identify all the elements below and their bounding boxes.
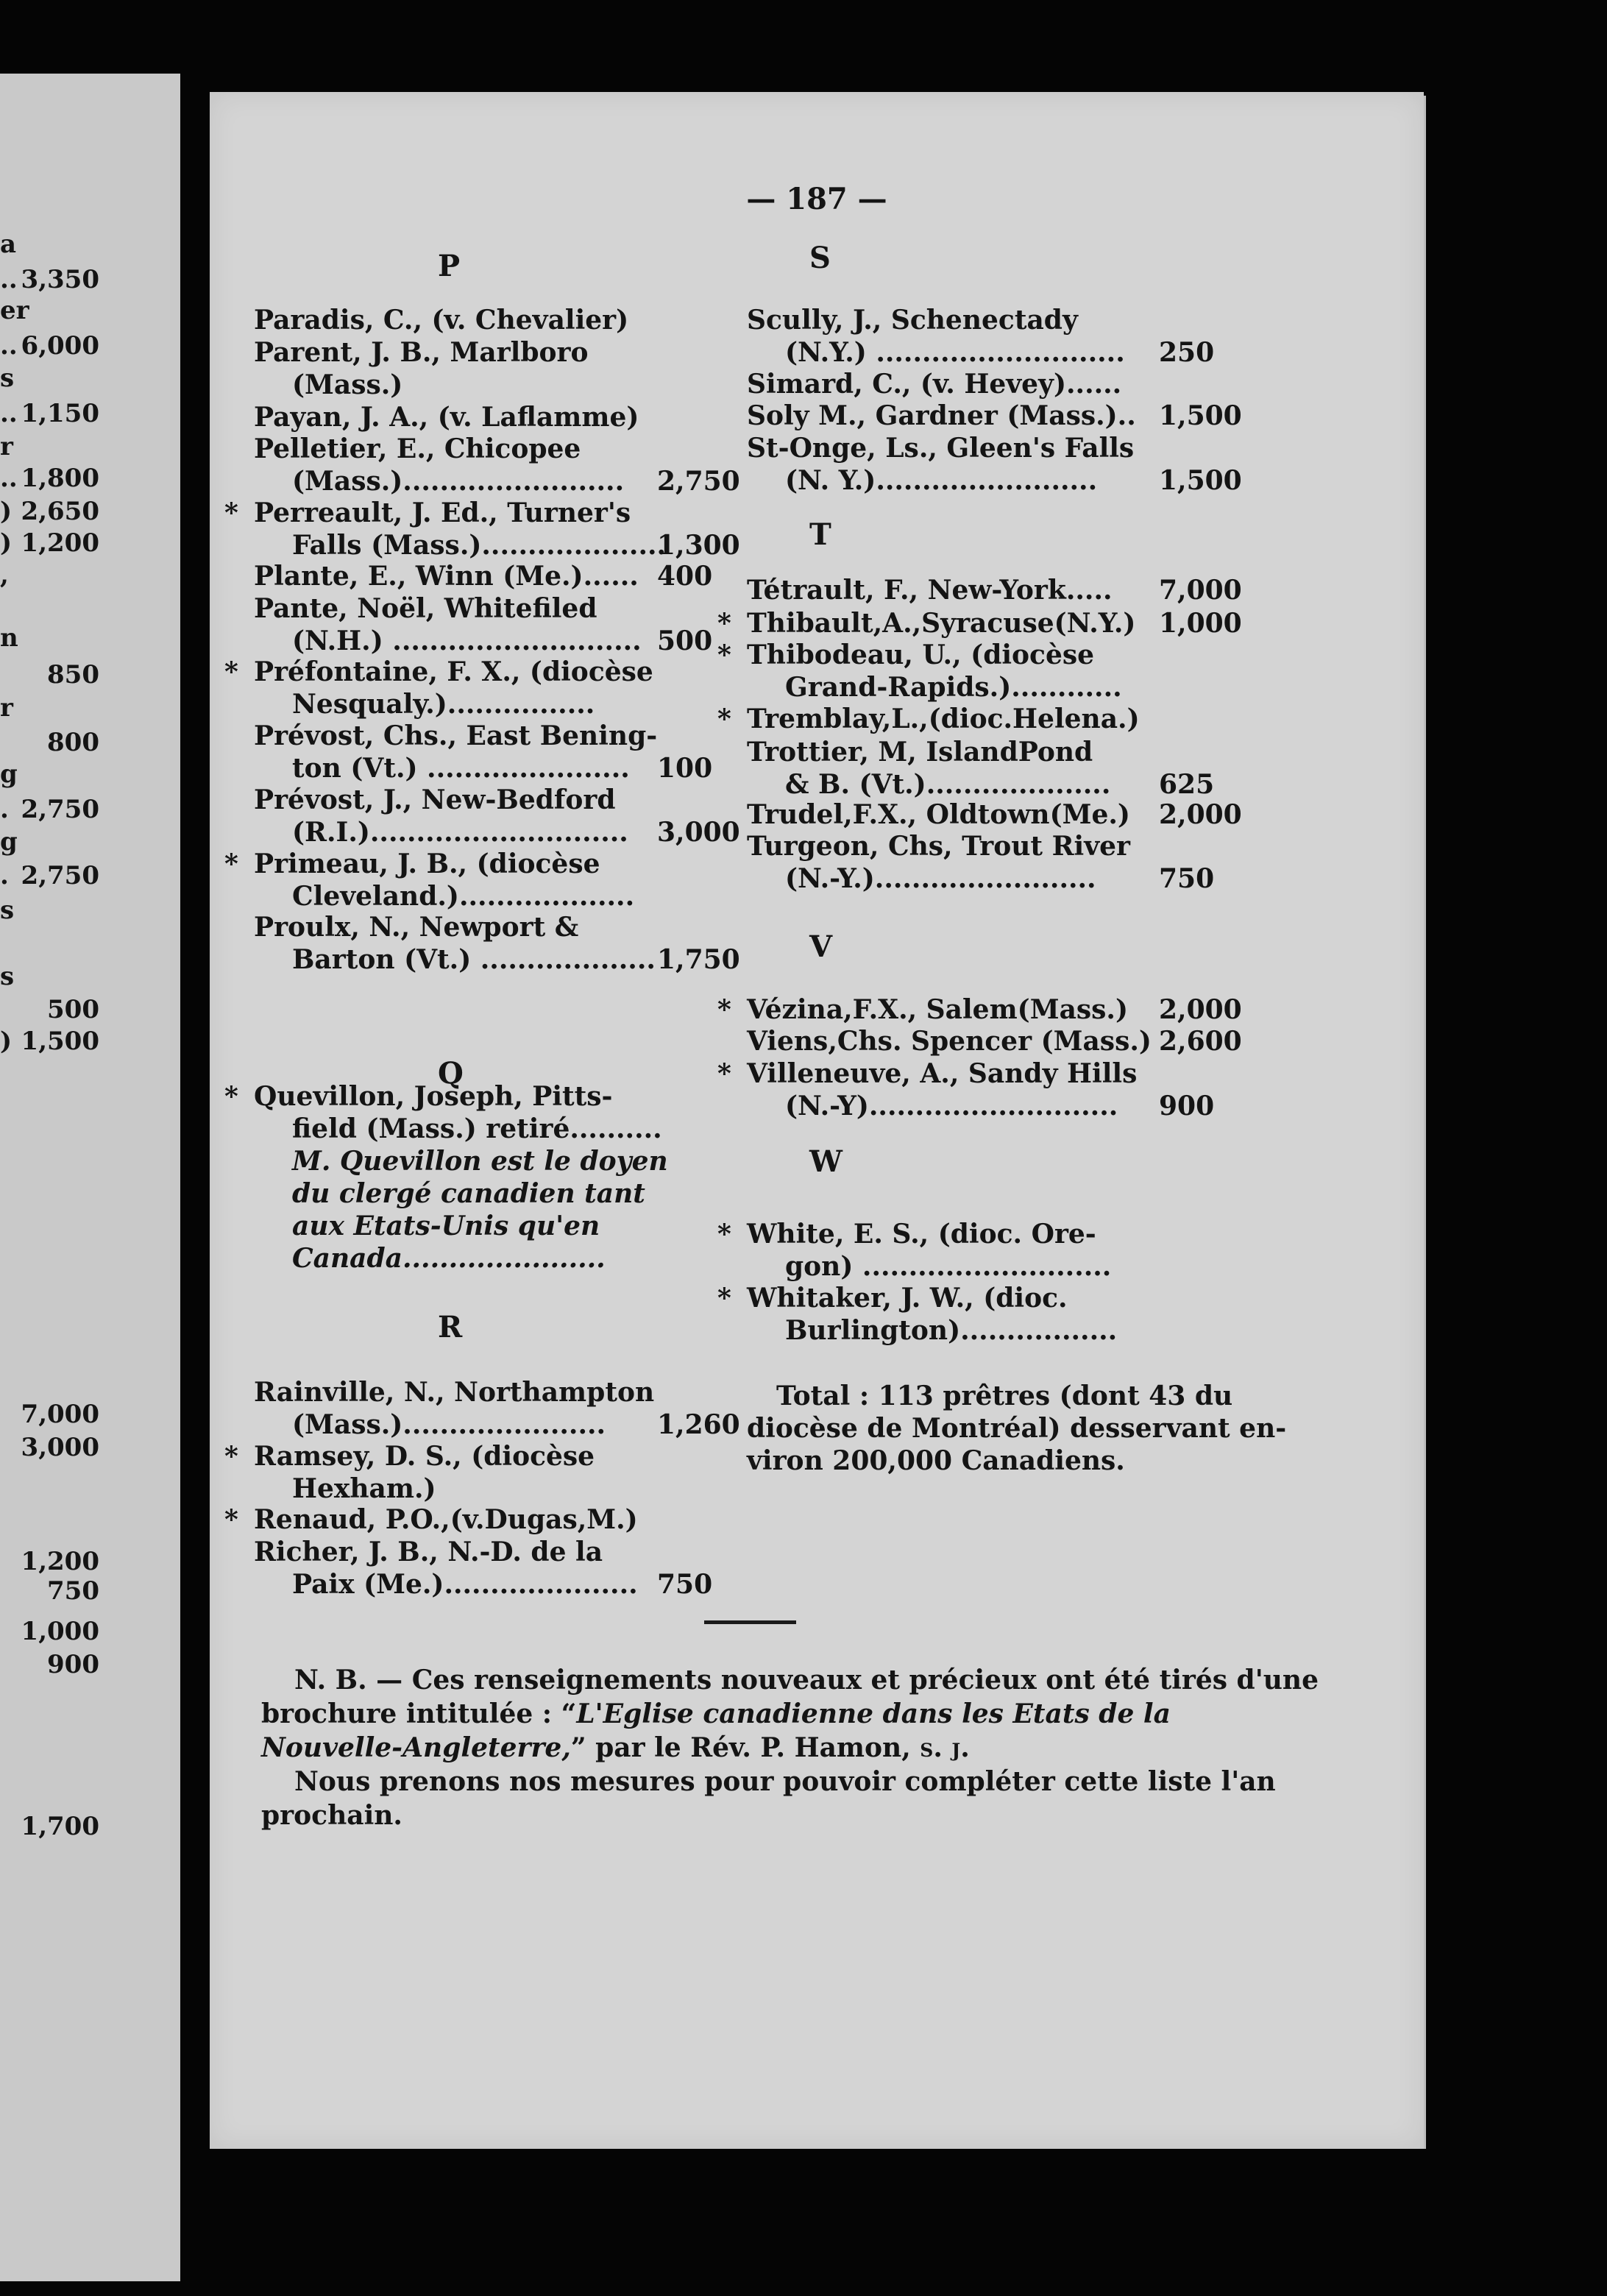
entry-line <box>254 592 784 625</box>
directory-entry <box>254 592 784 657</box>
directory-entry <box>254 911 784 976</box>
left-strip-mark: s <box>0 364 15 393</box>
total-line <box>747 1412 1287 1445</box>
directory-entry <box>254 560 784 592</box>
footnote <box>261 1663 1321 1832</box>
left-strip-line <box>0 397 180 430</box>
directory-entry <box>224 848 784 913</box>
left-strip-line <box>0 758 180 790</box>
entry-text: Barton (Vt.) ................... <box>292 944 656 975</box>
entry-note-text: du clergé canadien tant <box>292 1178 645 1209</box>
left-strip-number: 6,000 <box>21 331 99 361</box>
left-strip-number: 1,200 <box>21 528 99 558</box>
entry-line <box>254 1473 784 1505</box>
left-strip-line <box>0 1398 180 1431</box>
entry-line <box>717 993 1277 1026</box>
entry-text: field (Mass.) retiré.......... <box>292 1113 662 1144</box>
asterisk-mark: * <box>224 497 238 528</box>
entry-text: Villeneuve, A., Sandy Hills <box>747 1058 1138 1089</box>
entry-amount: 2,000 <box>1159 799 1242 830</box>
entry-note-text: Canada...................... <box>292 1243 606 1274</box>
entry-line <box>747 432 1277 464</box>
left-strip-mark: ) <box>0 497 13 526</box>
entry-line <box>224 848 784 880</box>
left-strip-mark: r <box>0 432 13 461</box>
entry-line <box>747 798 1277 831</box>
entry-text: Parent, J. B., Marlboro <box>254 337 589 368</box>
total-text: Total : 113 prêtres (dont 43 du <box>776 1381 1233 1411</box>
left-strip-mark: .. <box>0 399 18 428</box>
left-strip-mark: n <box>0 623 18 653</box>
entry-line <box>747 1090 1277 1122</box>
entry-text: (N.H.) ........................... <box>292 626 642 656</box>
left-strip-line <box>0 960 180 993</box>
directory-entry-quevillon <box>224 1080 784 1275</box>
entry-text: Vézina,F.X., Salem(Mass.) <box>747 994 1128 1025</box>
entry-text: (N.-Y)........................... <box>785 1091 1118 1122</box>
left-strip-line <box>0 294 180 327</box>
left-strip-line <box>0 1810 180 1843</box>
entry-text: St-Onge, Ls., Gleen's Falls <box>747 433 1135 464</box>
asterisk-mark: * <box>224 1081 238 1112</box>
left-strip-line <box>0 993 180 1026</box>
asterisk-mark: * <box>717 704 731 734</box>
left-strip-mark: s <box>0 896 15 925</box>
left-strip-line <box>0 1025 180 1057</box>
left-strip-number: 1,000 <box>21 1617 99 1646</box>
asterisk-mark: * <box>717 1283 731 1314</box>
left-strip-line <box>0 330 180 362</box>
entry-line <box>747 830 1277 862</box>
entry-line <box>254 1536 784 1568</box>
section-letter-w: W <box>809 1144 842 1179</box>
entry-text: Simard, C., (v. Hevey)...... <box>747 369 1122 400</box>
left-strip-number: 750 <box>47 1576 99 1606</box>
entry-text: Nesqualy.)................ <box>292 689 595 720</box>
entry-text: Soly M., Gardner (Mass.).. <box>747 400 1136 431</box>
entry-line <box>254 304 784 336</box>
entry-text: Plante, E., Winn (Me.)...... <box>254 561 639 592</box>
entry-text: Préfontaine, F. X., (diocèse <box>254 656 653 687</box>
directory-entry <box>254 401 784 433</box>
directory-entry <box>224 1440 784 1505</box>
entry-line <box>254 880 784 913</box>
left-strip-line <box>0 826 180 858</box>
left-strip-line <box>0 559 180 592</box>
directory-entry <box>254 433 784 497</box>
entry-text: Renaud, P.O.,(v.Dugas,M.) <box>254 1504 638 1535</box>
entry-note-text: M. Quevillon est le doyen <box>292 1146 668 1177</box>
directory-entry <box>747 736 1277 801</box>
left-strip-mark: . <box>0 795 9 824</box>
left-strip-mark: , <box>0 561 9 590</box>
entry-text: Pelletier, E., Chicopee <box>254 433 581 464</box>
entry-text: (N. Y.)........................ <box>785 465 1098 496</box>
asterisk-mark: * <box>717 994 731 1025</box>
entry-line <box>747 1314 1277 1347</box>
total-line <box>747 1380 1247 1412</box>
entry-line <box>747 736 1277 768</box>
entry-amount: 2,750 <box>657 466 740 497</box>
entry-amount: 750 <box>1159 863 1215 894</box>
asterisk-mark: * <box>717 639 731 670</box>
entry-amount: 500 <box>657 626 713 656</box>
entry-amount: 7,000 <box>1159 575 1242 606</box>
left-strip-line <box>0 495 180 528</box>
entry-text: Scully, J., Schenectady <box>747 305 1078 336</box>
entry-line <box>717 607 1277 639</box>
footnote-prefix: N. B. — Ces renseignements nouveaux et précieux ont été tirés d'une brochure intitulée : “ <box>261 1665 1319 1729</box>
entry-line <box>254 1376 784 1409</box>
entry-text: Rainville, N., Northampton <box>254 1377 655 1408</box>
entry-amount: 625 <box>1159 769 1215 800</box>
left-strip-number: 2,750 <box>21 861 99 890</box>
directory-entry <box>254 784 784 848</box>
left-strip-line <box>0 726 180 759</box>
entry-amount: 1,500 <box>1159 465 1242 496</box>
left-strip-line <box>0 894 180 926</box>
asterisk-mark: * <box>224 1504 238 1535</box>
entry-text: Whitaker, J. W., (dioc. <box>747 1283 1068 1314</box>
directory-entry <box>717 1057 1277 1122</box>
entry-amount: 1,260 <box>657 1409 740 1440</box>
entry-amount: 250 <box>1159 337 1215 368</box>
document-page <box>210 92 1424 2149</box>
directory-entry <box>717 703 1277 735</box>
entry-amount: 1,750 <box>657 944 740 975</box>
entry-line <box>747 671 1277 704</box>
left-strip-mark: s <box>0 962 15 991</box>
left-strip-number: 1,150 <box>21 399 99 428</box>
entry-text: Ramsey, D. S., (diocèse <box>254 1441 595 1472</box>
footnote-sj: s. j. <box>920 1732 970 1763</box>
entry-text: Primeau, J. B., (diocèse <box>254 848 600 879</box>
entry-text: Grand-Rapids.)............ <box>785 672 1122 703</box>
left-strip-line <box>0 228 180 261</box>
entry-line <box>254 401 784 433</box>
asterisk-mark: * <box>224 656 238 687</box>
entry-text: (Mass.)........................ <box>292 466 625 497</box>
directory-entry <box>254 1536 784 1601</box>
entry-line <box>254 752 784 784</box>
left-strip-mark: .. <box>0 265 18 294</box>
entry-amount: 2,000 <box>1159 994 1242 1025</box>
left-strip-number: 850 <box>47 660 99 690</box>
entry-text: (Mass.) <box>292 369 403 400</box>
left-strip-line <box>0 431 180 463</box>
left-strip-mark: ) <box>0 1027 13 1056</box>
page-number: — 187 — <box>746 182 887 216</box>
total-text: viron 200,000 Canadiens. <box>747 1445 1125 1476</box>
directory-entry <box>747 1025 1277 1057</box>
directory-entry <box>224 1503 784 1536</box>
total-summary <box>747 1380 1287 1477</box>
left-strip-line <box>0 263 180 296</box>
entry-line <box>254 688 784 720</box>
entry-line <box>747 336 1277 369</box>
left-strip-number: 3,000 <box>21 1433 99 1462</box>
left-strip-number: 3,350 <box>21 265 99 294</box>
asterisk-mark: * <box>717 608 731 639</box>
section-letter-q: Q <box>438 1056 464 1091</box>
left-strip-line <box>0 622 180 654</box>
entry-line <box>747 1025 1277 1057</box>
entry-line <box>747 768 1277 801</box>
entry-text: Thibodeau, U., (diocèse <box>747 639 1095 670</box>
left-strip-number: 2,650 <box>21 497 99 526</box>
entry-line <box>254 784 784 816</box>
entry-text: Prévost, Chs., East Bening- <box>254 720 658 751</box>
left-strip-number: 7,000 <box>21 1400 99 1429</box>
entry-text: Thibault,A.,Syracuse(N.Y.) <box>747 608 1136 639</box>
left-strip-line <box>0 692 180 724</box>
entry-text: (Mass.)...................... <box>292 1409 606 1440</box>
entry-text: (N.Y.) ........................... <box>785 337 1125 368</box>
entry-text: Perreault, J. Ed., Turner's <box>254 497 631 528</box>
entry-text: Paix (Me.)..................... <box>292 1569 638 1600</box>
entry-line <box>254 369 784 401</box>
entry-line <box>747 400 1277 432</box>
entry-text: (R.I.)............................ <box>292 817 628 848</box>
entry-line <box>254 911 784 943</box>
entry-text: Hexham.) <box>292 1473 436 1504</box>
directory-entry <box>747 368 1277 400</box>
entry-text: White, E. S., (dioc. Ore- <box>747 1219 1096 1250</box>
directory-entry <box>747 432 1277 497</box>
directory-entry <box>254 304 784 336</box>
directory-entry <box>254 336 784 401</box>
entry-line <box>717 639 1277 671</box>
left-strip-line <box>0 1575 180 1607</box>
entry-line <box>747 862 1277 895</box>
entry-text: (N.-Y.)........................ <box>785 863 1096 894</box>
left-strip-number: 1,500 <box>21 1027 99 1056</box>
directory-entry <box>224 497 784 561</box>
asterisk-mark: * <box>224 848 238 879</box>
directory-entry <box>717 1282 1277 1347</box>
entry-line <box>254 1113 784 1145</box>
entry-text: Pante, Noël, Whitefiled <box>254 593 597 624</box>
entry-text: & B. (Vt.).................... <box>785 769 1111 800</box>
entry-text: Prévost, J., New-Bedford <box>254 784 616 815</box>
left-strip-number: 500 <box>47 995 99 1024</box>
entry-line <box>254 433 784 465</box>
asterisk-mark: * <box>717 1058 731 1089</box>
entry-note-text: aux Etats-Unis qu'en <box>292 1211 600 1241</box>
left-strip-number: 1,200 <box>21 1547 99 1576</box>
section-letter-r: R <box>438 1310 463 1344</box>
left-strip-number: 900 <box>47 1650 99 1679</box>
left-strip-line <box>0 1615 180 1648</box>
entry-line <box>717 1057 1277 1090</box>
entry-text: Payan, J. A., (v. Laflamme) <box>254 402 639 433</box>
entry-text: Quevillon, Joseph, Pitts- <box>254 1081 613 1112</box>
left-strip-number: 1,700 <box>21 1812 99 1841</box>
directory-entry <box>747 304 1277 369</box>
left-strip-mark: a <box>0 230 17 259</box>
entry-amount: 1,000 <box>1159 608 1242 639</box>
left-strip-mark: g <box>0 827 18 857</box>
entry-text: Viens,Chs. Spencer (Mass.) <box>747 1026 1152 1057</box>
entry-text: Falls (Mass.).................... <box>292 530 667 561</box>
entry-line <box>747 1250 1277 1283</box>
left-strip-mark: . <box>0 861 9 890</box>
left-strip-number: 1,800 <box>21 464 99 493</box>
left-strip-line <box>0 659 180 691</box>
entry-line <box>224 497 784 529</box>
section-letter-v: V <box>809 929 833 964</box>
directory-entry <box>717 607 1277 639</box>
entry-note-line <box>254 1242 784 1275</box>
entry-amount: 750 <box>657 1569 713 1600</box>
entry-note-line <box>254 1210 784 1242</box>
entry-line <box>224 656 784 688</box>
entry-amount: 900 <box>1159 1091 1215 1122</box>
section-letter-s: S <box>809 241 831 275</box>
entry-text: Cleveland.)................... <box>292 881 635 912</box>
entry-line <box>254 1409 784 1441</box>
directory-entry <box>747 574 1277 606</box>
entry-amount: 1,300 <box>657 530 740 561</box>
entry-text: ton (Vt.) ...................... <box>292 753 630 784</box>
entry-line <box>224 1503 784 1536</box>
left-strip-number: 800 <box>47 728 99 757</box>
entry-line <box>254 560 784 592</box>
left-strip-mark: .. <box>0 331 18 361</box>
left-strip-mark: er <box>0 296 29 325</box>
footnote-paragraph-1 <box>261 1663 1321 1765</box>
entry-line <box>254 1568 784 1601</box>
entry-text: Trudel,F.X., Oldtown(Me.) <box>747 799 1130 830</box>
left-strip-line <box>0 860 180 892</box>
directory-entry <box>254 720 784 784</box>
entry-text: Paradis, C., (v. Chevalier) <box>254 305 629 336</box>
entry-amount: 1,500 <box>1159 400 1242 431</box>
left-strip-line <box>0 462 180 495</box>
entry-line <box>747 574 1277 606</box>
section-letter-t: T <box>809 517 831 552</box>
left-strip-line <box>0 1431 180 1464</box>
entry-line <box>254 529 784 561</box>
left-strip-line <box>0 527 180 559</box>
entry-amount: 3,000 <box>657 817 740 848</box>
entry-line <box>254 625 784 657</box>
entry-text: Trottier, M, IslandPond <box>747 737 1093 768</box>
entry-text: Tremblay,L.,(dioc.Helena.) <box>747 704 1140 734</box>
total-text: diocèse de Montréal) desservant en- <box>747 1413 1287 1444</box>
entry-text: gon) ........................... <box>785 1251 1112 1282</box>
entry-line <box>717 1218 1277 1250</box>
entry-amount: 400 <box>657 561 713 592</box>
footnote-suffix: ” par le Rév. P. Hamon, <box>570 1732 911 1763</box>
entry-text: Richer, J. B., N.-D. de la <box>254 1537 603 1567</box>
entry-text: Proulx, N., Newport & <box>254 912 579 943</box>
separator-rule <box>704 1620 796 1624</box>
entry-line <box>747 464 1277 497</box>
asterisk-mark: * <box>224 1441 238 1472</box>
left-page-strip <box>0 74 180 2281</box>
directory-entry <box>747 798 1277 831</box>
entry-text: Turgeon, Chs, Trout River <box>747 831 1130 862</box>
entry-line <box>254 465 784 497</box>
left-strip-line <box>0 1648 180 1681</box>
directory-entry <box>717 639 1277 704</box>
total-line <box>747 1445 1247 1477</box>
entry-line <box>747 304 1277 336</box>
left-strip-mark: g <box>0 759 18 789</box>
directory-entry <box>747 400 1277 432</box>
entry-amount: 100 <box>657 753 713 784</box>
entry-line <box>254 720 784 752</box>
entry-line <box>747 368 1277 400</box>
section-letter-p: P <box>438 249 461 283</box>
asterisk-mark: * <box>717 1219 731 1250</box>
entry-line <box>224 1080 784 1113</box>
directory-entry <box>747 830 1277 895</box>
directory-entry <box>717 993 1277 1026</box>
entry-line <box>254 943 784 976</box>
entry-text: Burlington)................. <box>785 1315 1118 1346</box>
left-strip-line <box>0 1545 180 1578</box>
entry-line <box>224 1440 784 1473</box>
directory-entry <box>717 1218 1277 1283</box>
left-strip-mark: r <box>0 693 13 723</box>
left-strip-mark: .. <box>0 464 18 493</box>
left-strip-number: 2,750 <box>21 795 99 824</box>
footnote-paragraph-2: Nous prenons nos mesures pour pouvoir compléter cette liste l'an prochain. <box>261 1766 1276 1831</box>
directory-entry <box>254 1376 784 1441</box>
entry-line <box>717 1282 1277 1314</box>
entry-line <box>254 816 784 848</box>
entry-line <box>254 336 784 369</box>
directory-entry <box>224 656 784 720</box>
entry-note-line <box>254 1145 784 1177</box>
left-strip-line <box>0 362 180 394</box>
entry-note-line <box>254 1177 784 1210</box>
left-strip-line <box>0 793 180 826</box>
left-strip-mark: ) <box>0 528 13 558</box>
entry-amount: 2,600 <box>1159 1026 1242 1057</box>
entry-line <box>717 703 1277 735</box>
entry-text: Tétrault, F., New-York..... <box>747 575 1113 606</box>
footnote-book-title: L'Eglise canadienne dans les Etats de la Nouvelle-Angleterre, <box>261 1698 1171 1763</box>
